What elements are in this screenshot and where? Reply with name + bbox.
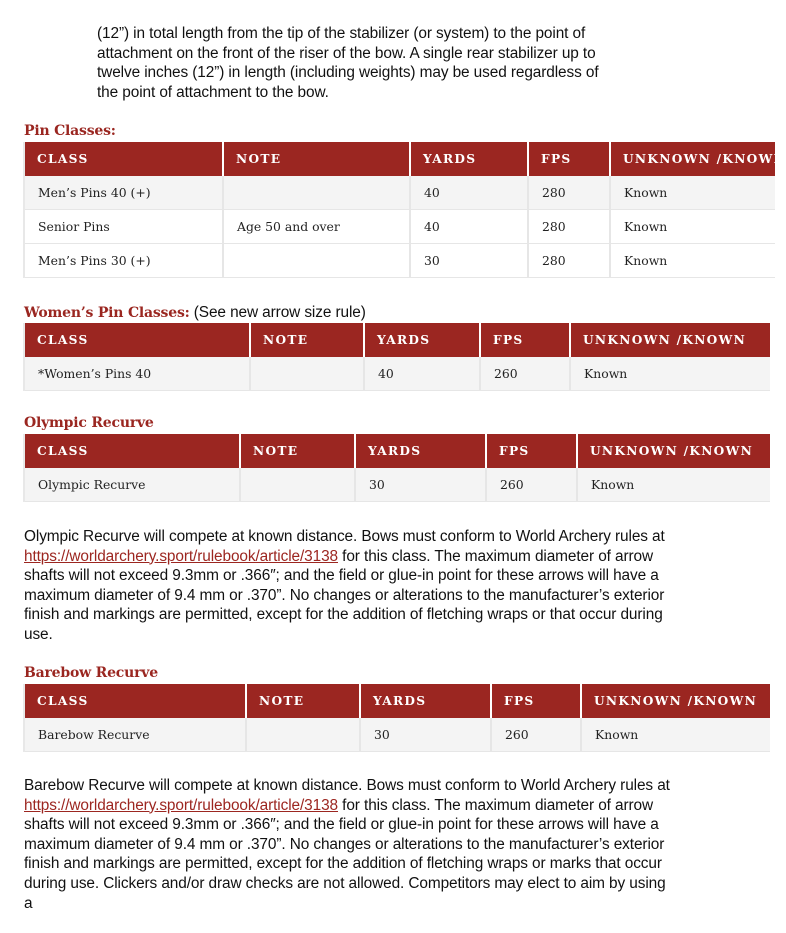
cell-yards: 40 <box>365 357 481 391</box>
cell-yards: 40 <box>411 176 529 210</box>
table-header-row <box>25 142 775 176</box>
barebow-recurve-table <box>23 684 770 752</box>
header-class: CLASS <box>25 684 247 718</box>
olympic-recurve-table <box>23 434 770 502</box>
olympic-recurve-heading: Olympic Recurve <box>24 415 154 431</box>
table-row <box>25 718 770 752</box>
intro-paragraph <box>97 24 697 102</box>
cell-yards: 40 <box>411 210 529 244</box>
barebow-recurve-heading: Barebow Recurve <box>24 665 158 681</box>
header-note: NOTE <box>241 434 356 468</box>
cell-class: Men’s Pins 40 (+) <box>25 176 224 210</box>
cell-unknown-known: Known <box>571 357 770 391</box>
cell-note <box>224 176 411 210</box>
cell-note <box>247 718 361 752</box>
header-yards: YARDS <box>365 323 481 357</box>
header-class: CLASS <box>25 434 241 468</box>
cell-class: Senior Pins <box>25 210 224 244</box>
header-unknown-known: UNKNOWN /KNOWN <box>571 323 770 357</box>
cell-yards: 30 <box>411 244 529 278</box>
cell-class: *Women’s Pins 40 <box>25 357 251 391</box>
header-fps: FPS <box>529 142 611 176</box>
pin-classes-table <box>23 142 786 278</box>
table-header-row <box>25 434 770 468</box>
header-yards: YARDS <box>361 684 492 718</box>
cell-fps: 260 <box>481 357 571 391</box>
cell-class: Barebow Recurve <box>25 718 247 752</box>
cell-unknown-known: Known <box>611 176 775 210</box>
header-yards: YARDS <box>356 434 487 468</box>
barebow-paragraph-text-start: Barebow Recurve will compete at known distance. Bows must conform to World Archery rules at <box>24 777 670 794</box>
cell-unknown-known: Known <box>582 718 770 752</box>
cell-note <box>224 244 411 278</box>
cell-unknown-known: Known <box>611 244 775 278</box>
intro-line: the point of attachment to the bow. <box>97 83 329 101</box>
header-yards: YARDS <box>411 142 529 176</box>
header-class: CLASS <box>25 323 251 357</box>
header-note: NOTE <box>224 142 411 176</box>
cell-fps: 280 <box>529 244 611 278</box>
cell-fps: 260 <box>487 468 578 502</box>
olympic-paragraph-text-end: for this class. The maximum diameter of arrow shafts will not exceed 9.3mm or .366″; and the field or glue-in point for these arrows will have a maximum diameter of 9.4 mm or .370”. No changes or alterations to the manufacturer’s exterior finish and markings are permitted, except for the addition of fletching wraps or that occur during use. <box>24 547 665 643</box>
header-fps: FPS <box>487 434 578 468</box>
pin-classes-heading: Pin Classes: <box>24 123 116 139</box>
table-row <box>25 357 770 391</box>
womens-pin-classes-aside: (See new arrow size rule) <box>189 304 366 321</box>
cell-fps: 280 <box>529 176 611 210</box>
cell-yards: 30 <box>361 718 492 752</box>
olympic-recurve-paragraph <box>24 527 674 645</box>
cell-fps: 260 <box>492 718 582 752</box>
cell-yards: 30 <box>356 468 487 502</box>
womens-pin-classes-title: Women’s Pin Classes: <box>24 305 190 321</box>
header-fps: FPS <box>481 323 571 357</box>
world-archery-rulebook-link[interactable]: https://worldarchery.sport/rulebook/article/3138 <box>24 796 338 814</box>
table-row <box>25 468 770 502</box>
barebow-recurve-paragraph <box>24 776 674 913</box>
cell-fps: 280 <box>529 210 611 244</box>
barebow-paragraph-text-end: for this class. The maximum diameter of arrow shafts will not exceed 9.3mm or .366″; and the field or glue-in point for these arrows will have a maximum diameter of 9.4 mm or .370”. No changes or alterations to the manufacturer’s exterior finish and markings are permitted, except for the addition of fletching wraps or marks that occur during use. Clickers and/or draw checks are not allowed. Competitors may elect to aim by using a <box>24 796 666 912</box>
world-archery-rulebook-link[interactable]: https://worldarchery.sport/rulebook/article/3138 <box>24 547 338 565</box>
cell-note <box>241 468 356 502</box>
header-unknown-known: UNKNOWN /KNOWN <box>578 434 770 468</box>
header-note: NOTE <box>247 684 361 718</box>
cell-unknown-known: Known <box>611 210 775 244</box>
table-row <box>25 210 775 244</box>
cell-unknown-known: Known <box>578 468 770 502</box>
header-note: NOTE <box>251 323 365 357</box>
header-class: CLASS <box>25 142 224 176</box>
cell-class: Men’s Pins 30 (+) <box>25 244 224 278</box>
womens-pin-classes-table <box>23 323 770 391</box>
header-unknown-known: UNKNOWN /KNOWN <box>611 142 775 176</box>
header-fps: FPS <box>492 684 582 718</box>
header-unknown-known: UNKNOWN /KNOWN <box>582 684 770 718</box>
table-row <box>25 176 775 210</box>
womens-pin-classes-heading <box>24 304 366 322</box>
olympic-paragraph-text-start: Olympic Recurve will compete at known distance. Bows must conform to World Archery rules at <box>24 528 665 545</box>
table-row <box>25 244 775 278</box>
intro-line: twelve inches (12”) in length (including weights) may be used regardless of <box>97 64 599 82</box>
cell-note: Age 50 and over <box>224 210 411 244</box>
intro-line: attachment on the front of the riser of the bow. A single rear stabilizer up to <box>97 44 596 62</box>
table-header-row <box>25 323 770 357</box>
cell-note <box>251 357 365 391</box>
intro-line: (12”) in total length from the tip of the stabilizer (or system) to the point of <box>97 25 586 42</box>
table-header-row <box>25 684 770 718</box>
cell-class: Olympic Recurve <box>25 468 241 502</box>
